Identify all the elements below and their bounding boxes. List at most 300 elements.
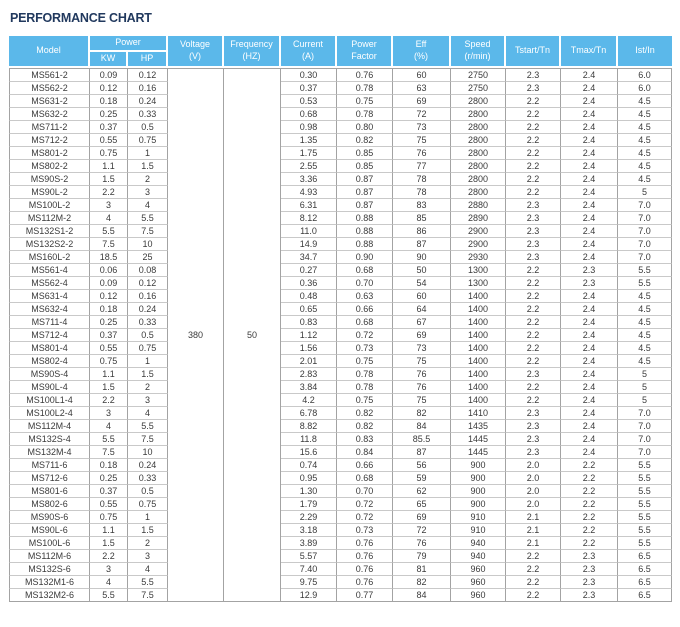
cell-current: 0.48 [281,290,337,303]
cell-current: 2.29 [281,511,337,524]
cell-model: MS112M-4 [9,420,90,433]
cell-speed: 2750 [451,68,506,82]
cell-tmax-tn: 2.4 [561,290,618,303]
cell-kw: 0.12 [90,290,128,303]
cell-model: MS631-2 [9,95,90,108]
cell-power-factor: 0.76 [337,563,393,576]
cell-model: MS112M-2 [9,212,90,225]
cell-eff: 72 [393,108,451,121]
cell-current: 15.6 [281,446,337,459]
cell-power-factor: 0.78 [337,108,393,121]
cell-hp: 0.33 [128,472,168,485]
cell-tstart-tn: 2.3 [506,225,561,238]
cell-speed: 1400 [451,368,506,381]
cell-hp: 3 [128,550,168,563]
cell-model: MS90S-4 [9,368,90,381]
cell-speed: 2800 [451,186,506,199]
col-header-power-factor [337,36,393,68]
cell-tmax-tn: 2.3 [561,264,618,277]
table-row [9,394,672,407]
cell-model: MS801-4 [9,342,90,355]
cell-kw: 0.18 [90,95,128,108]
cell-kw: 0.09 [90,68,128,82]
cell-current: 0.98 [281,121,337,134]
cell-eff: 56 [393,459,451,472]
cell-kw: 4 [90,576,128,589]
cell-current: 3.18 [281,524,337,537]
cell-hp: 4 [128,563,168,576]
cell-tmax-tn: 2.2 [561,498,618,511]
cell-model: MS160L-2 [9,251,90,264]
cell-power-factor: 0.72 [337,511,393,524]
cell-model: MS132S-4 [9,433,90,446]
table-row [9,355,672,368]
cell-model: MS100L-6 [9,537,90,550]
cell-tstart-tn: 2.2 [506,108,561,121]
cell-speed: 2930 [451,251,506,264]
cell-kw: 0.75 [90,147,128,160]
table-row [9,563,672,576]
cell-hp: 0.33 [128,316,168,329]
table-row [9,68,672,82]
cell-speed: 2900 [451,225,506,238]
cell-eff: 69 [393,95,451,108]
cell-kw: 1.5 [90,381,128,394]
cell-power-factor: 0.68 [337,264,393,277]
cell-ist-in: 5.5 [618,459,672,472]
cell-kw: 4 [90,212,128,225]
cell-eff: 60 [393,290,451,303]
cell-model: MS801-2 [9,147,90,160]
cell-tstart-tn: 2.2 [506,290,561,303]
cell-ist-in: 6.5 [618,563,672,576]
cell-hp: 5.5 [128,420,168,433]
cell-kw: 0.09 [90,277,128,290]
table-header [9,36,672,68]
table-row [9,264,672,277]
cell-tmax-tn: 2.4 [561,342,618,355]
cell-tmax-tn: 2.2 [561,472,618,485]
cell-tstart-tn: 2.2 [506,381,561,394]
cell-hp: 0.24 [128,95,168,108]
cell-current: 2.55 [281,160,337,173]
cell-power-factor: 0.87 [337,199,393,212]
cell-current: 2.83 [281,368,337,381]
cell-tstart-tn: 2.3 [506,199,561,212]
cell-tmax-tn: 2.4 [561,238,618,251]
cell-tmax-tn: 2.4 [561,108,618,121]
table-row [9,121,672,134]
table-row [9,589,672,602]
col-header-voltage-line1: Voltage [180,39,211,50]
cell-speed: 1400 [451,381,506,394]
cell-ist-in: 5.5 [618,472,672,485]
cell-hp: 0.12 [128,68,168,82]
table-row [9,238,672,251]
cell-kw: 3 [90,563,128,576]
cell-hp: 3 [128,186,168,199]
cell-speed: 1445 [451,433,506,446]
cell-current: 3.84 [281,381,337,394]
col-header-frequency-line2: (HZ) [242,51,261,61]
cell-tstart-tn: 2.2 [506,277,561,290]
table-row [9,134,672,147]
cell-tmax-tn: 2.4 [561,407,618,420]
cell-model: MS132M2-6 [9,589,90,602]
cell-speed: 960 [451,589,506,602]
cell-eff: 73 [393,121,451,134]
cell-model: MS132M-4 [9,446,90,459]
cell-speed: 2800 [451,95,506,108]
cell-kw: 0.55 [90,134,128,147]
cell-eff: 72 [393,524,451,537]
cell-power-factor: 0.75 [337,355,393,368]
cell-current: 3.89 [281,537,337,550]
cell-power-factor: 0.85 [337,147,393,160]
cell-model: MS802-4 [9,355,90,368]
table-row [9,498,672,511]
cell-model: MS132S2-2 [9,238,90,251]
cell-tstart-tn: 2.0 [506,485,561,498]
cell-ist-in: 5.5 [618,498,672,511]
cell-speed: 2880 [451,199,506,212]
col-header-frequency-line1: Frequency [230,39,273,50]
cell-eff: 85 [393,212,451,225]
cell-hp: 5.5 [128,212,168,225]
cell-hp: 1.5 [128,524,168,537]
cell-tmax-tn: 2.2 [561,511,618,524]
col-header-voltage-line2: (V) [189,51,202,61]
cell-ist-in: 7.0 [618,238,672,251]
cell-model: MS632-4 [9,303,90,316]
cell-hp: 7.5 [128,225,168,238]
cell-power-factor: 0.82 [337,420,393,433]
cell-ist-in: 5.5 [618,524,672,537]
cell-hp: 25 [128,251,168,264]
table-row [9,251,672,264]
cell-ist-in: 6.5 [618,576,672,589]
cell-current: 8.82 [281,420,337,433]
cell-ist-in: 4.5 [618,290,672,303]
cell-model: MS100L1-4 [9,394,90,407]
cell-speed: 910 [451,511,506,524]
cell-tmax-tn: 2.4 [561,394,618,407]
cell-ist-in: 5.5 [618,511,672,524]
cell-hp: 1 [128,355,168,368]
cell-kw: 3 [90,407,128,420]
cell-eff: 76 [393,147,451,160]
cell-model: MS90L-4 [9,381,90,394]
cell-current: 11.8 [281,433,337,446]
cell-tstart-tn: 2.1 [506,537,561,550]
cell-power-factor: 0.76 [337,576,393,589]
table-row [9,277,672,290]
cell-current: 34.7 [281,251,337,264]
cell-power-factor: 0.76 [337,68,393,82]
table-row [9,420,672,433]
cell-hp: 0.5 [128,485,168,498]
cell-kw: 2.2 [90,394,128,407]
cell-kw: 0.75 [90,511,128,524]
cell-model: MS712-6 [9,472,90,485]
cell-tstart-tn: 2.2 [506,550,561,563]
table-row [9,212,672,225]
cell-eff: 86 [393,225,451,238]
cell-kw: 5.5 [90,589,128,602]
col-header-eff-line2: (%) [414,51,429,61]
cell-power-factor: 0.80 [337,121,393,134]
cell-tstart-tn: 2.2 [506,147,561,160]
table-row [9,459,672,472]
cell-speed: 1400 [451,342,506,355]
cell-tstart-tn: 2.2 [506,134,561,147]
table-row [9,329,672,342]
cell-speed: 1435 [451,420,506,433]
cell-tstart-tn: 2.1 [506,511,561,524]
cell-eff: 76 [393,537,451,550]
cell-tstart-tn: 2.2 [506,303,561,316]
cell-model: MS561-2 [9,68,90,82]
cell-eff: 64 [393,303,451,316]
cell-power-factor: 0.83 [337,433,393,446]
cell-tstart-tn: 2.0 [506,472,561,485]
cell-hp: 7.5 [128,433,168,446]
cell-kw: 0.25 [90,316,128,329]
cell-ist-in: 4.5 [618,342,672,355]
cell-kw: 0.25 [90,472,128,485]
table-row [9,95,672,108]
cell-eff: 75 [393,355,451,368]
cell-model: MS632-2 [9,108,90,121]
cell-current: 1.75 [281,147,337,160]
cell-speed: 940 [451,537,506,550]
cell-hp: 2 [128,381,168,394]
cell-hp: 0.75 [128,498,168,511]
cell-power-factor: 0.66 [337,303,393,316]
cell-power-factor: 0.82 [337,134,393,147]
table-row [9,433,672,446]
cell-tstart-tn: 2.1 [506,524,561,537]
cell-eff: 87 [393,446,451,459]
cell-kw: 7.5 [90,446,128,459]
cell-current: 0.37 [281,82,337,95]
col-header-eff-line1: Eff [415,39,427,50]
table-row [9,511,672,524]
cell-tmax-tn: 2.2 [561,485,618,498]
cell-tmax-tn: 2.4 [561,368,618,381]
cell-ist-in: 7.0 [618,251,672,264]
cell-kw: 2.2 [90,186,128,199]
cell-kw: 1.1 [90,524,128,537]
cell-tstart-tn: 2.0 [506,459,561,472]
cell-current: 1.56 [281,342,337,355]
cell-model: MS802-2 [9,160,90,173]
cell-tstart-tn: 2.3 [506,68,561,82]
cell-eff: 78 [393,186,451,199]
cell-tmax-tn: 2.3 [561,550,618,563]
cell-kw: 0.06 [90,264,128,277]
cell-eff: 78 [393,173,451,186]
cell-tmax-tn: 2.3 [561,589,618,602]
cell-power-factor: 0.78 [337,381,393,394]
cell-tmax-tn: 2.3 [561,277,618,290]
cell-current: 4.2 [281,394,337,407]
cell-hp: 0.75 [128,342,168,355]
cell-tstart-tn: 2.2 [506,563,561,576]
cell-current: 4.93 [281,186,337,199]
cell-speed: 1400 [451,355,506,368]
cell-eff: 62 [393,485,451,498]
cell-ist-in: 5 [618,186,672,199]
cell-speed: 2900 [451,238,506,251]
cell-ist-in: 4.5 [618,316,672,329]
cell-ist-in: 5 [618,394,672,407]
cell-power-factor: 0.82 [337,407,393,420]
cell-ist-in: 4.5 [618,303,672,316]
cell-speed: 2800 [451,134,506,147]
cell-ist-in: 4.5 [618,121,672,134]
cell-power-factor: 0.90 [337,251,393,264]
cell-hp: 0.24 [128,459,168,472]
cell-eff: 84 [393,420,451,433]
cell-ist-in: 4.5 [618,173,672,186]
col-header-current-line2: (A) [302,51,315,61]
cell-model: MS712-4 [9,329,90,342]
cell-model: MS712-2 [9,134,90,147]
table-row [9,472,672,485]
cell-power-factor: 0.63 [337,290,393,303]
cell-model: MS711-4 [9,316,90,329]
cell-eff: 75 [393,394,451,407]
page-title: PERFORMANCE CHART [10,11,152,25]
cell-eff: 69 [393,329,451,342]
cell-hp: 2 [128,173,168,186]
cell-hp: 4 [128,407,168,420]
table-row [9,290,672,303]
col-header-tstart-tn: Tstart/Tn [506,36,561,68]
cell-eff: 59 [393,472,451,485]
cell-tmax-tn: 2.4 [561,251,618,264]
cell-current: 0.83 [281,316,337,329]
cell-speed: 900 [451,472,506,485]
cell-ist-in: 5.5 [618,277,672,290]
cell-tstart-tn: 2.2 [506,316,561,329]
cell-model: MS112M-6 [9,550,90,563]
cell-speed: 900 [451,459,506,472]
cell-current: 1.79 [281,498,337,511]
cell-tstart-tn: 2.2 [506,264,561,277]
cell-tstart-tn: 2.2 [506,394,561,407]
cell-eff: 75 [393,134,451,147]
cell-eff: 90 [393,251,451,264]
col-header-eff [393,36,451,68]
cell-hp: 10 [128,238,168,251]
col-header-power-factor-line2: Factor [351,51,377,61]
cell-tmax-tn: 2.4 [561,173,618,186]
cell-model: MS631-4 [9,290,90,303]
cell-current: 1.12 [281,329,337,342]
cell-ist-in: 7.0 [618,420,672,433]
cell-tstart-tn: 2.3 [506,368,561,381]
cell-speed: 900 [451,498,506,511]
cell-ist-in: 4.5 [618,160,672,173]
cell-power-factor: 0.73 [337,342,393,355]
cell-tmax-tn: 2.4 [561,303,618,316]
cell-tmax-tn: 2.4 [561,147,618,160]
col-header-ist-in: Ist/In [618,36,672,68]
cell-model: MS100L2-4 [9,407,90,420]
cell-ist-in: 5 [618,368,672,381]
table-row [9,576,672,589]
cell-tmax-tn: 2.3 [561,563,618,576]
cell-ist-in: 4.5 [618,147,672,160]
cell-eff: 67 [393,316,451,329]
col-header-current-line1: Current [293,39,324,50]
cell-ist-in: 4.5 [618,355,672,368]
table-row [9,160,672,173]
cell-eff: 63 [393,82,451,95]
cell-ist-in: 5.5 [618,485,672,498]
cell-model: MS562-4 [9,277,90,290]
cell-hp: 0.33 [128,108,168,121]
cell-tmax-tn: 2.2 [561,537,618,550]
cell-tstart-tn: 2.2 [506,95,561,108]
table-row [9,303,672,316]
cell-ist-in: 7.0 [618,225,672,238]
table-row [9,446,672,459]
cell-current: 0.36 [281,277,337,290]
cell-eff: 50 [393,264,451,277]
cell-model: MS132S-6 [9,563,90,576]
cell-speed: 1400 [451,394,506,407]
cell-power-factor: 0.88 [337,212,393,225]
cell-tmax-tn: 2.4 [561,160,618,173]
cell-power-factor: 0.73 [337,524,393,537]
cell-hp: 0.24 [128,303,168,316]
cell-voltage-merged: 380 [168,68,224,602]
cell-tmax-tn: 2.2 [561,459,618,472]
cell-tstart-tn: 2.3 [506,420,561,433]
cell-hp: 0.12 [128,277,168,290]
cell-hp: 1.5 [128,160,168,173]
cell-current: 8.12 [281,212,337,225]
cell-hp: 4 [128,199,168,212]
cell-tmax-tn: 2.4 [561,68,618,82]
col-header-speed-line2: (r/min) [464,51,491,61]
cell-power-factor: 0.77 [337,589,393,602]
cell-eff: 83 [393,199,451,212]
cell-speed: 2800 [451,108,506,121]
cell-tmax-tn: 2.4 [561,199,618,212]
cell-hp: 7.5 [128,589,168,602]
cell-eff: 73 [393,342,451,355]
cell-current: 0.95 [281,472,337,485]
cell-tstart-tn: 2.2 [506,329,561,342]
cell-eff: 54 [393,277,451,290]
cell-tmax-tn: 2.4 [561,355,618,368]
cell-ist-in: 7.0 [618,199,672,212]
cell-current: 5.57 [281,550,337,563]
cell-tmax-tn: 2.4 [561,381,618,394]
cell-tstart-tn: 2.2 [506,160,561,173]
table-row [9,342,672,355]
col-header-hp: HP [128,52,168,68]
table-row [9,550,672,563]
cell-model: MS132M1-6 [9,576,90,589]
cell-power-factor: 0.88 [337,238,393,251]
cell-current: 0.68 [281,108,337,121]
table-row [9,108,672,121]
